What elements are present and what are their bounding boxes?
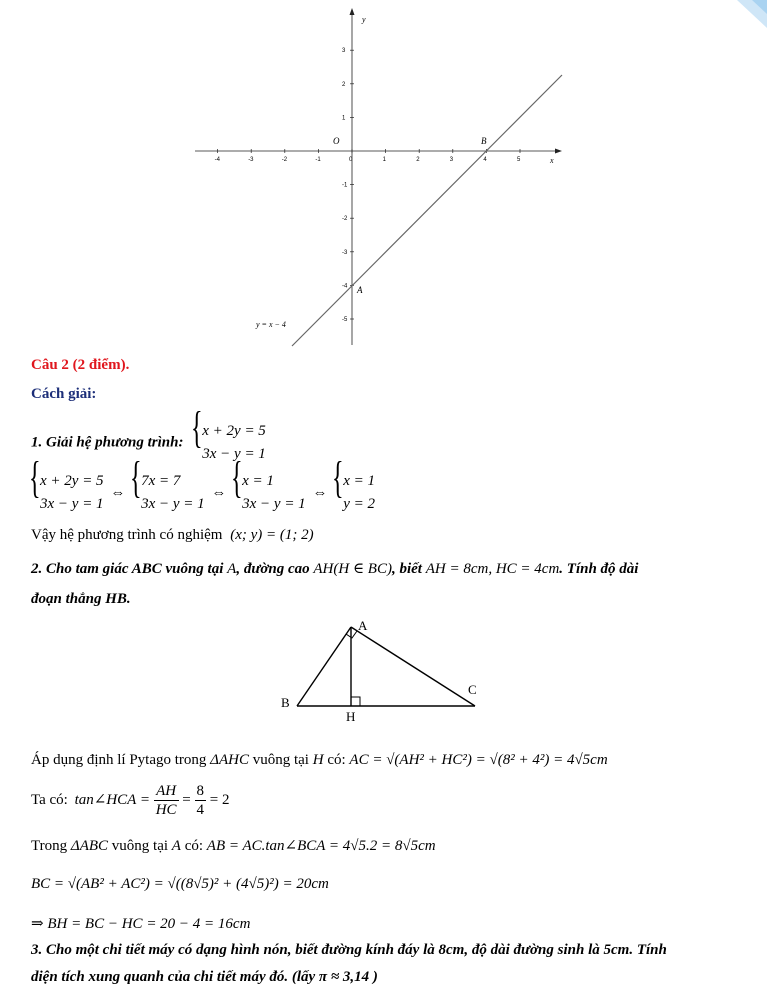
system-c [233, 470, 306, 516]
point-b-label: B [481, 136, 487, 146]
vertex-a-label: A [358, 618, 368, 633]
vertex-c-label: C [468, 682, 477, 697]
x-tick-label: 3 [449, 157, 454, 163]
part3-line2: diện tích xung quanh của chi tiết máy đó. (lấy π ≈ 3,14 ) [31, 969, 378, 985]
equiv-arrow: ⇔ [110, 484, 126, 501]
step3-d: A [171, 838, 181, 854]
step2-eq: = [182, 791, 191, 808]
x-tick-label: -4 [214, 157, 220, 163]
sysc-eq2: 3x − y = 1 [242, 496, 306, 512]
point-a-label: A [357, 285, 363, 295]
part1-prompt: 1. Giải hệ phương trình: [31, 434, 184, 451]
step2 [31, 782, 229, 819]
vertex-h-label: H [346, 709, 356, 724]
sys1-eq2: 3x − y = 1 [202, 446, 266, 462]
step3-a: Trong [31, 838, 68, 854]
sysd-eq1: { x = 1 [343, 473, 375, 489]
x-tick-label: 5 [517, 157, 521, 163]
corner-decoration [707, 0, 767, 30]
part2-g: . Tính độ dài [559, 561, 639, 577]
triangle-figure [275, 615, 515, 725]
frac2-num: 8 [196, 783, 205, 799]
y-tick-label: -2 [342, 216, 348, 223]
conclusion-text: Vậy hệ phương trình có nghiệm [31, 527, 223, 543]
x-tick-label: 0 [349, 157, 353, 163]
step3-e: có: [184, 838, 204, 854]
sysa-eq2: 3x − y = 1 [40, 496, 104, 512]
step2-a: Ta có: [31, 791, 68, 808]
side-ac [351, 627, 475, 706]
question-title: Câu 2 (2 điểm). [31, 357, 130, 373]
side-ab [297, 627, 351, 706]
part3-line1: 3. Cho một chi tiết máy có dạng hình nón, biết đường kính đáy là 8cm, độ dài đường sinh là 5cm. Tính [31, 942, 667, 958]
x-tick-label: 2 [416, 157, 420, 163]
part2-c: , đường cao [236, 561, 310, 577]
equiv-arrow: ⇔ [211, 484, 227, 501]
x-tick-label: -2 [281, 157, 288, 163]
x-axis-label: x [550, 156, 554, 165]
part2-a: 2. Cho tam giác ABC vuông tại [31, 561, 224, 577]
step1-d: H [312, 752, 324, 768]
origin-label: O [333, 136, 340, 146]
step1 [31, 752, 608, 769]
step1-e: có: [327, 752, 346, 768]
x-tick-label: 4 [483, 157, 487, 163]
frac-num: AH [154, 782, 179, 801]
y-tick-label: 2 [342, 81, 346, 88]
sysb-eq2: 3x − y = 1 [141, 496, 205, 512]
frac2-den: 4 [196, 802, 205, 818]
part2-b: A [227, 561, 237, 577]
method-heading: Cách giải: [31, 386, 97, 402]
part2-d: AH(H ∈ BC) [313, 561, 392, 577]
system-1 [193, 420, 266, 466]
sysb-eq1: { 7x = 7 [141, 473, 181, 489]
system-b [132, 470, 205, 516]
graph-line [292, 75, 562, 346]
x-tick-label: -3 [248, 157, 254, 163]
step1-formula: AC = √(AH² + HC²) = √(8² + 4²) = 4√5cm [349, 752, 608, 768]
solution-value: (x; y) = (1; 2) [230, 527, 314, 543]
y-axis-label: y [362, 15, 366, 24]
step2-b: tan∠HCA = [74, 791, 150, 808]
coordinate-graph [190, 5, 570, 350]
y-tick-label: -3 [342, 249, 348, 256]
step3 [31, 836, 436, 855]
step3-b: ΔABC [70, 838, 109, 854]
part2-f: AH = 8cm, HC = 4cm [425, 561, 560, 577]
part2-e: , biết [391, 561, 422, 577]
system-a [31, 470, 104, 516]
part2-prompt [31, 559, 638, 578]
y-tick-label: 3 [342, 48, 346, 55]
y-tick-label: -4 [342, 283, 348, 290]
step2-result: = 2 [209, 791, 230, 808]
y-tick-label: 1 [342, 115, 346, 122]
line-label: y = x − 4 [256, 320, 286, 329]
x-tick-label: 1 [382, 157, 386, 163]
step3-c: vuông tại [111, 838, 169, 854]
x-tick-label: -1 [315, 157, 321, 163]
vertex-b-label: B [281, 695, 290, 710]
frac-den: HC [155, 802, 177, 818]
sys1-eq1: { x + 2y = 5 [202, 423, 266, 439]
step1-a: Áp dụng định lí Pytago trong [31, 752, 207, 768]
equiv-arrow: ⇔ [312, 484, 328, 501]
system-d [334, 470, 375, 516]
step3-formula: AB = AC.tan∠BCA = 4√5.2 = 8√5cm [206, 838, 436, 854]
step1-c: vuông tại [252, 752, 309, 768]
step4: BC = √(AB² + AC²) = √((8√5)² + (4√5)²) = 20cm [31, 876, 329, 892]
sysa-eq1: { x + 2y = 5 [40, 473, 104, 489]
system-chain [31, 470, 375, 516]
step5: ⇒ BH = BC − HC = 20 − 4 = 16cm [31, 916, 251, 932]
step1-b: ΔAHC [210, 752, 249, 768]
sysc-eq1: { x = 1 [242, 473, 274, 489]
fraction-8-4 [195, 782, 207, 819]
solution-line [31, 527, 314, 544]
y-tick-label: -5 [342, 317, 348, 323]
y-tick-label: -1 [342, 182, 348, 189]
right-angle-h [351, 697, 360, 706]
fraction-ah-hc [154, 782, 179, 819]
part2-prompt-cont: đoạn thẳng HB. [31, 591, 131, 607]
sysd-eq2: y = 2 [343, 496, 375, 512]
